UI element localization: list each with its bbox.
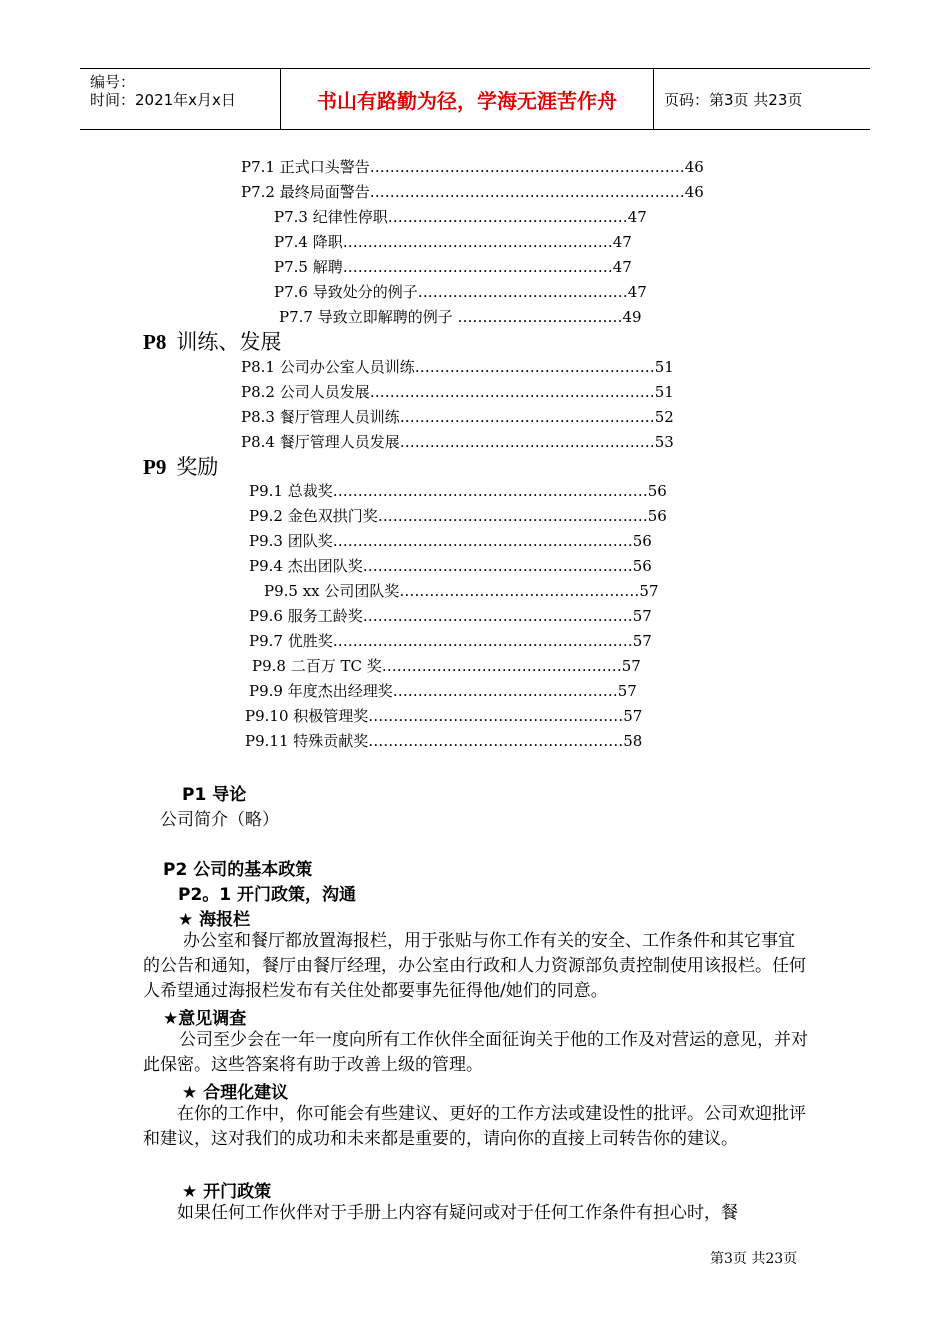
board-heading: ★ 海报栏 <box>178 910 251 930</box>
toc-item: P9.3 团队奖……………………………………………………56 <box>249 532 652 550</box>
p2-1-heading: P2。1 开门政策，沟通 <box>178 885 357 905</box>
toc-item: P7.3 纪律性停职…………………………………………47 <box>274 208 647 226</box>
p1-text: 公司简介（略） <box>160 810 279 830</box>
header-page-info: 页码：第3页 共23页 <box>664 90 803 109</box>
section-title: 奖励 <box>176 455 219 479</box>
page-footer: 第3页 共23页 <box>710 1251 798 1267</box>
header-motto: 书山有路勤为径，学海无涯苦作舟 <box>281 69 654 129</box>
section-number: P9 <box>143 455 167 479</box>
toc-item: P8.2 公司人员发展…………………………………………………51 <box>241 383 674 401</box>
toc-item: P9.1 总裁奖………………………………………………………56 <box>249 482 667 500</box>
toc-item: P9.8 二百万 TC 奖…………………………………………57 <box>252 657 641 675</box>
toc-item: P9.9 年度杰出经理奖………………………………………57 <box>249 682 637 700</box>
toc-item: P7.1 正式口头警告………………………………………………………46 <box>241 158 704 176</box>
survey-heading: ★意见调查 <box>163 1009 247 1029</box>
toc-item: P7.7 导致立即解聘的例子 ……………………………49 <box>279 308 642 326</box>
toc-item: P9.4 杰出团队奖………………………………………………56 <box>249 557 652 575</box>
toc-item: P9.10 积极管理奖……………………………………………57 <box>245 707 643 725</box>
p1-heading: P1 导论 <box>182 785 247 805</box>
p2-heading: P2 公司的基本政策 <box>163 860 313 880</box>
time-label: 时间：2021年x月x日 <box>90 91 236 109</box>
toc-item: P8.1 公司办公室人员训练…………………………………………51 <box>241 358 674 376</box>
section-title: 训练、发展 <box>176 330 282 354</box>
toc-item: P8.3 餐厅管理人员训练……………………………………………52 <box>241 408 674 426</box>
toc-item: P9.5 xx 公司团队奖…………………………………………57 <box>264 582 659 600</box>
toc-section-p8 <box>143 329 281 355</box>
page-header <box>80 68 870 130</box>
section-number: P8 <box>143 330 167 354</box>
toc-item: P8.4 餐厅管理人员发展……………………………………………53 <box>241 433 674 451</box>
survey-paragraph: 公司至少会在一年一度向所有工作伙伴全面征询关于他的工作及对营运的意见，并对此保密。这些答案将有助于改善上级的管理。 <box>143 1030 808 1075</box>
toc-item: P7.6 导致处分的例子……………………………………47 <box>274 283 647 301</box>
open-paragraph: 如果任何工作伙伴对于手册上内容有疑问或对于任何工作条件有担心时，餐 <box>177 1203 738 1223</box>
toc-item: P9.2 金色双拱门奖………………………………………………56 <box>249 507 667 525</box>
open-heading: ★ 开门政策 <box>182 1182 272 1202</box>
toc-item: P9.6 服务工龄奖………………………………………………57 <box>249 607 652 625</box>
suggest-heading: ★ 合理化建议 <box>182 1083 289 1103</box>
toc-item: P7.4 降职………………………………………………47 <box>274 233 632 251</box>
toc-section-p9 <box>143 454 218 480</box>
toc-item: P9.11 特殊贡献奖……………………………………………58 <box>245 732 643 750</box>
number-label: 编号： <box>90 73 136 91</box>
header-meta-cell <box>80 69 281 129</box>
suggest-paragraph: 在你的工作中，你可能会有些建议、更好的工作方法或建设性的批评。公司欢迎批评和建议，这对我们的成功和未来都是重要的，请向你的直接上司转告你的建议。 <box>143 1104 806 1149</box>
toc-item: P7.2 最终局面警告………………………………………………………46 <box>241 183 704 201</box>
board-paragraph: 办公室和餐厅都放置海报栏，用于张贴与你工作有关的安全、工作条件和其它事宜的公告和通知，餐厅由餐厅经理，办公室由行政和人力资源部负责控制使用该报栏。任何人希望通过海报栏发布有关住处都要事先征得他/她们的同意。 <box>143 931 806 1001</box>
toc-item: P7.5 解聘………………………………………………47 <box>274 258 632 276</box>
toc-item: P9.7 优胜奖……………………………………………………57 <box>249 632 652 650</box>
